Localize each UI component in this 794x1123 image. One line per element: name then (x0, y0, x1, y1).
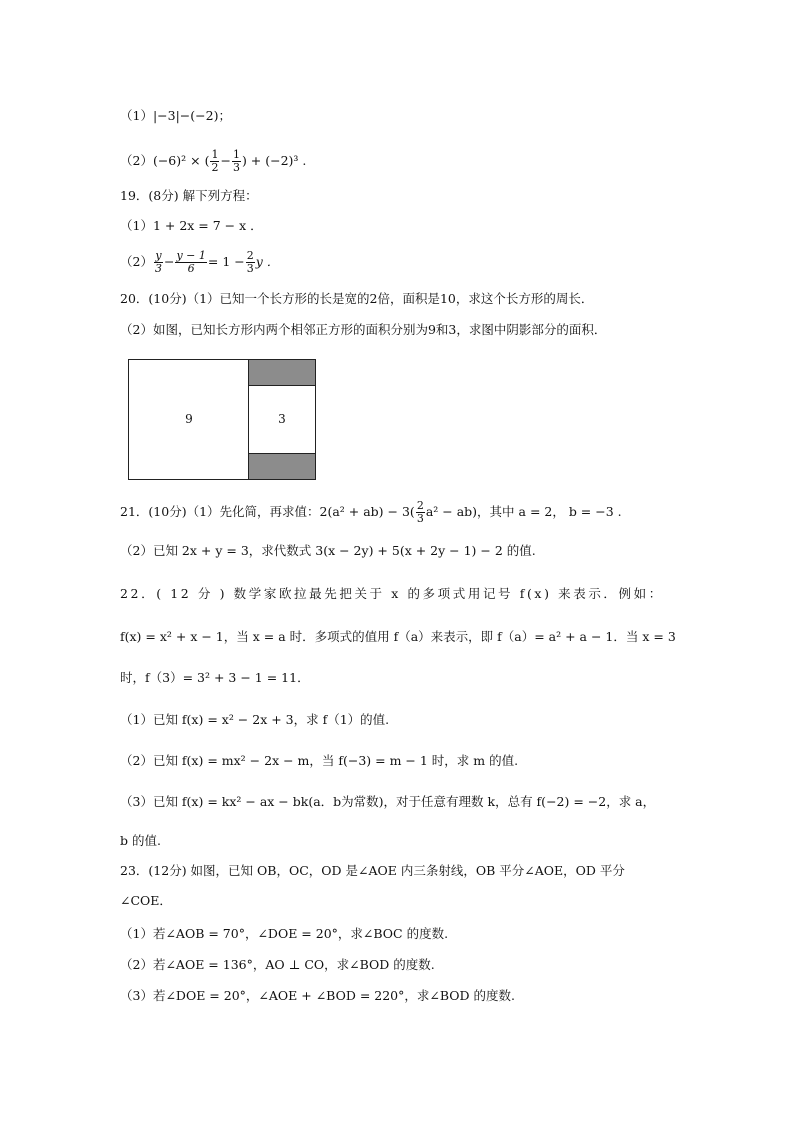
q22-line3: 时，f（3）= 3² + 3 − 1 = 11． (120, 670, 310, 685)
fraction (175, 250, 206, 275)
q19-part2-prefix: （2） (120, 254, 153, 269)
shaded-region-bottom (249, 453, 315, 479)
q21-part1-suffix: a² − ab)，其中 a = 2， b = −3 . (425, 504, 622, 519)
q19-part1: （1）1 + 2x = 7 − x ． (120, 218, 263, 233)
q22-part1: （1）已知 f(x) = x² − 2x + 3，求 f（1）的值. (120, 712, 390, 727)
fraction-denominator: 3 (154, 262, 162, 275)
q23-part2: （2）若∠AOE = 136°，AO ⊥ CO，求∠BOD 的度数. (120, 957, 435, 972)
big-square (129, 360, 249, 479)
minus-sign: − (163, 254, 175, 269)
fraction-denominator: 6 (187, 262, 195, 275)
fraction (416, 500, 425, 525)
q18-part1: （1）|−3|−(−2)； (120, 108, 231, 123)
fraction-numerator: y − 1 (176, 249, 206, 262)
fraction-denominator: 3 (416, 512, 424, 525)
minus-sign: − (220, 153, 231, 168)
q20-part2: （2）如图，已知长方形内两个相邻正方形的面积分别为9和3，求图中阴影部分的面积． (120, 322, 607, 337)
q19-part2 (120, 248, 279, 276)
equals-part: = 1 − (207, 254, 245, 269)
q22-intro: 22．( 12 分 ) 数学家欧拉最先把关于 x 的多项式用记号 f(x) 来表示．例如： (120, 586, 664, 601)
shaded-region-top (249, 360, 315, 386)
fraction-numerator: 2 (416, 499, 424, 512)
fraction-denominator: 2 (211, 161, 219, 174)
q20-part1: 20．(10分)（1）已知一个长方形的长是宽的2倍，面积是10，求这个长方形的周长． (120, 291, 594, 306)
q18-part2-prefix: （2）(−6)² × ( (120, 153, 210, 168)
fraction-denominator: 3 (232, 161, 240, 174)
fraction-numerator: 1 (232, 148, 240, 161)
fraction-numerator: 1 (211, 148, 219, 161)
small-square-label: 3 (278, 412, 286, 426)
q21-part2: （2）已知 2x + y = 3，求代数式 3(x − 2y) + 5(x + 2y − 1) − 2 的值. (120, 543, 536, 558)
small-square-column (249, 360, 315, 479)
q22-part3-cont: b 的值. (120, 833, 161, 848)
q18-part2-suffix: ) + (−2)³ . (241, 153, 307, 168)
q23-part3: （3）若∠DOE = 20°，∠AOE + ∠BOD = 220°，求∠BOD 的度数. (120, 988, 515, 1003)
q21-part1 (120, 498, 622, 526)
fraction-numerator: 2 (246, 249, 254, 262)
q19-part2-suffix: y ． (255, 254, 280, 269)
q18-part2 (120, 147, 306, 175)
fraction (154, 250, 163, 275)
fraction-numerator: y (155, 249, 162, 262)
q22-line2: f(x) = x² + x − 1，当 x = a 时．多项式的值用 f（a）来表示，即 f（a）= a² + a − 1．当 x = 3 (120, 629, 676, 644)
q22-part2: （2）已知 f(x) = mx² − 2x − m，当 f(−3) = m − 1 时，求 m 的值. (120, 753, 519, 768)
fraction (210, 149, 219, 174)
q22-part3: （3）已知 f(x) = kx² − ax − bk(a．b为常数)，对于任意有理数 k，总有 f(−2) = −2，求 a， (120, 794, 656, 809)
q21-part1-prefix: 21．(10分)（1）先化简，再求值：2(a² + ab) − 3( (120, 504, 415, 519)
fraction-denominator: 3 (246, 262, 254, 275)
q23-intro: 23．(12分) 如图，已知 OB，OC，OD 是∠AOE 内三条射线，OB 平分∠AOE，OD 平分 (120, 863, 625, 878)
q19-title: 19．(8分) 解下列方程： (120, 188, 258, 203)
rectangle-figure (128, 359, 316, 480)
fraction (232, 149, 241, 174)
big-square-label: 9 (185, 412, 193, 426)
q23-part1: （1）若∠AOB = 70°，∠DOE = 20°，求∠BOC 的度数. (120, 926, 449, 941)
fraction (246, 250, 255, 275)
q23-intro-cont: ∠COE． (120, 893, 172, 908)
